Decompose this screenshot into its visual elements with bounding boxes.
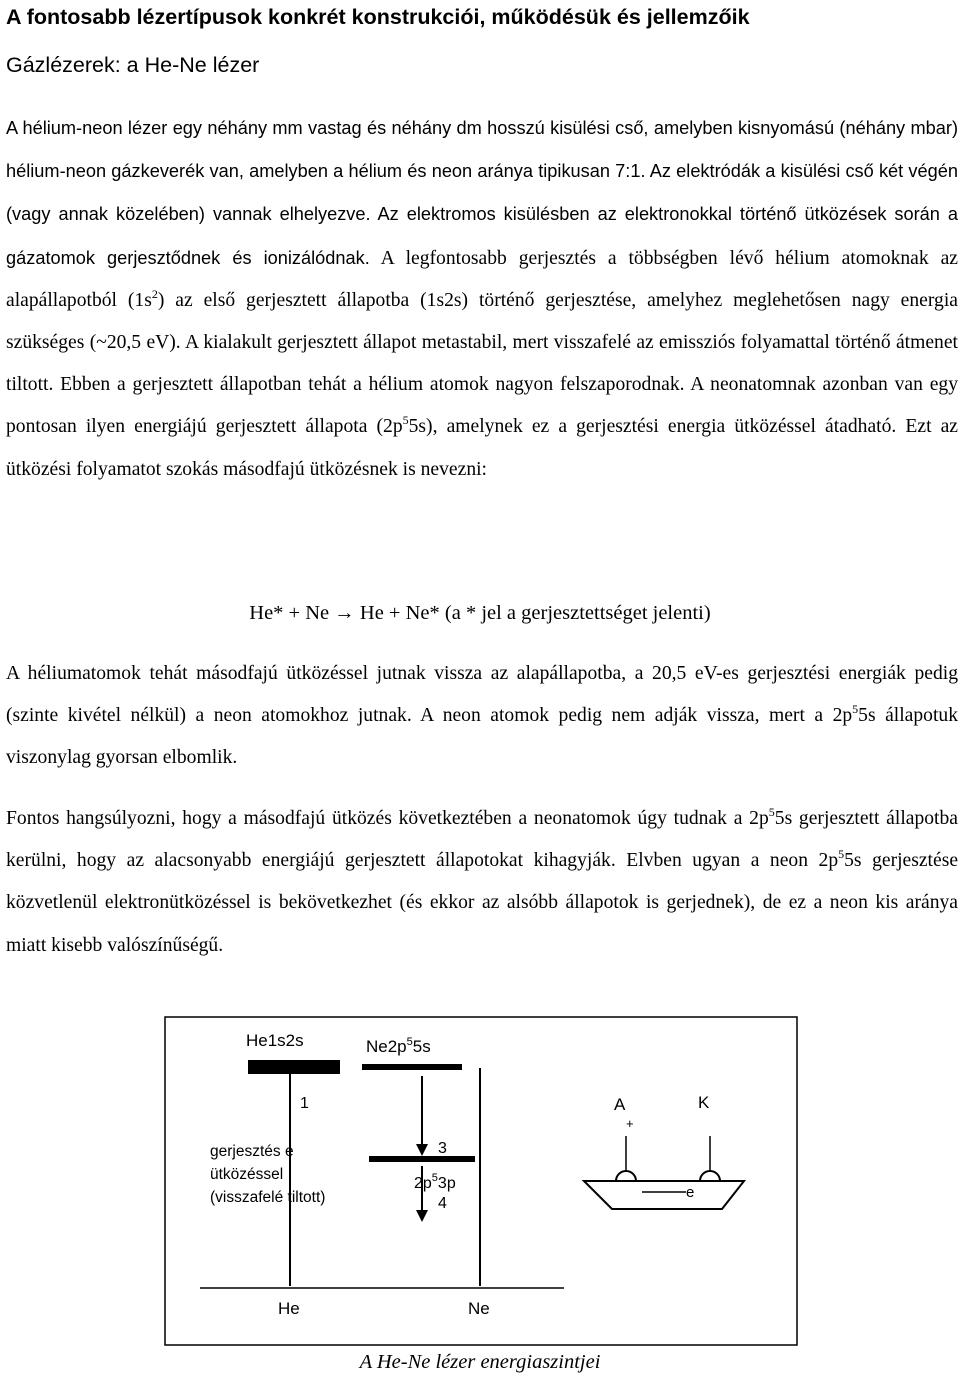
- anode-electrode-icon: [616, 1171, 636, 1181]
- he-level-label: He1s2s: [246, 1031, 304, 1050]
- paragraph-1-part-a: A hélium-neon lézer egy néhány mm vastag és néhány dm hosszú kisülési cső, amelyben kisnyomású (néhány mbar) hélium-neon gázkeverék van, amelyben a hélium és neon aránya tipikusan 7:1. Az elektródák a kisülési cső két végén (vagy annak közelében) vannak elhelyezve. Az elektromos kisülésben az elektronokkal történő ütközések során a gázatomok gerjesztődnek és ionizálódnak.: [6, 118, 958, 268]
- paragraph-3-part-b: 5s gerjesztett állapotba kerülni, hogy az alacsonyabb energiájú gerjesztett állapotokat kihagyják. Elvben ugyan a neon 2p: [6, 808, 958, 872]
- paragraph-3-part-a: Fontos hangsúlyozni, hogy a másodfajú ütközés következtében a neonatomok úgy tudnak a 2p: [6, 808, 769, 829]
- ne-axis-label: Ne: [468, 1299, 490, 1318]
- superscript: 5: [838, 847, 845, 862]
- cathode-label: K: [698, 1093, 710, 1112]
- ne-low-level-label: $2p^53p$: [414, 1172, 456, 1192]
- label-4: 4: [438, 1195, 447, 1212]
- paragraph-3: [6, 798, 958, 967]
- anode-label: A: [614, 1095, 626, 1114]
- ne-level-3p-bar: [369, 1156, 475, 1162]
- ne-level-5s-bar: [362, 1064, 462, 1070]
- note-line-1: gerjesztés e: [210, 1143, 294, 1160]
- page-title: A fontosabb lézertípusok konkrét konstrukciói, működésük és jellemzőik: [6, 5, 750, 29]
- he-axis-label: He: [278, 1299, 300, 1318]
- cathode-electrode-icon: [700, 1171, 720, 1181]
- arrowhead-icon: [416, 1144, 428, 1156]
- paragraph-1: [6, 107, 958, 491]
- section-subtitle: Gázlézerek: a He-Ne lézer: [6, 53, 260, 77]
- paragraph-1-part-b: A legfontosabb gerjesztés a többségben lévő hélium atomoknak az alapállapotból (1s: [6, 247, 958, 311]
- electron-label: e: [686, 1184, 695, 1201]
- paragraph-1-part-d: 5s), amelynek ez a gerjesztési energia ütközéssel átadható. Ezt az ütközési folyamatot szokás másodfajú ütközésnek is nevezni:: [6, 416, 959, 480]
- paragraph-2: [6, 653, 958, 780]
- superscript: 5: [402, 413, 409, 428]
- paragraph-3-part-c: 5s gerjesztése közvetlenül elektronütközéssel is bekövetkezhet (és ekkor az alsóbb állapotok is gerjednek), de ez a neon kis aránya miatt kisebb valószínűségű.: [6, 850, 959, 956]
- figure-caption: A He-Ne lézer energiaszintjei: [359, 1351, 601, 1373]
- he-level-bar: [248, 1060, 340, 1074]
- note-line-2: ütközéssel: [210, 1166, 284, 1183]
- reaction-formula: He* + Ne → He + Ne* (a * jel a gerjesztettséget jelenti): [249, 602, 711, 624]
- paragraph-2-part-b: 5s állapotuk viszonylag gyorsan elbomlik.: [6, 705, 958, 769]
- label-3: 3: [438, 1140, 447, 1157]
- paragraph-1-part-c: ) az első gerjesztett állapotba (1s2s) történő gerjesztése, amelyhez meglehetősen nagy energia szükséges (~20,5 eV). A kialakult gerjesztett állapot metastabil, mert visszafelé az emissziós folyamattal történő átmenet tiltott. Ebben a gerjesztett állapotban tehát a hélium atomok nagyon felszaporodnak. A neonatomnak azonban van egy pontosan ilyen energiájú gerjesztett állapota (2p: [6, 289, 958, 438]
- superscript: 5: [852, 702, 859, 717]
- energy-level-diagram: [164, 1016, 798, 1346]
- paragraph-2-part-a: A héliumatomok tehát másodfajú ütközéssel jutnak vissza az alapállapotba, a 20,5 eV-es gerjesztési energiák pedig (szinte kivétel nélkül) a neon atomokhoz jutnak. A neon atomok pedig nem adják vissza, mert a 2p: [6, 663, 958, 727]
- ne-level-label: $Ne2p^55s$: [366, 1036, 431, 1056]
- energy-level-figure: [164, 1016, 798, 1346]
- note-line-3: (visszafelé tiltott): [210, 1189, 326, 1206]
- superscript: 5: [768, 805, 775, 819]
- arrow-1-label: 1: [300, 1095, 309, 1112]
- discharge-tube: [584, 1181, 744, 1209]
- arrowhead-icon: [416, 1210, 428, 1222]
- superscript: 2: [151, 286, 158, 301]
- plus-sign: +: [626, 1116, 634, 1131]
